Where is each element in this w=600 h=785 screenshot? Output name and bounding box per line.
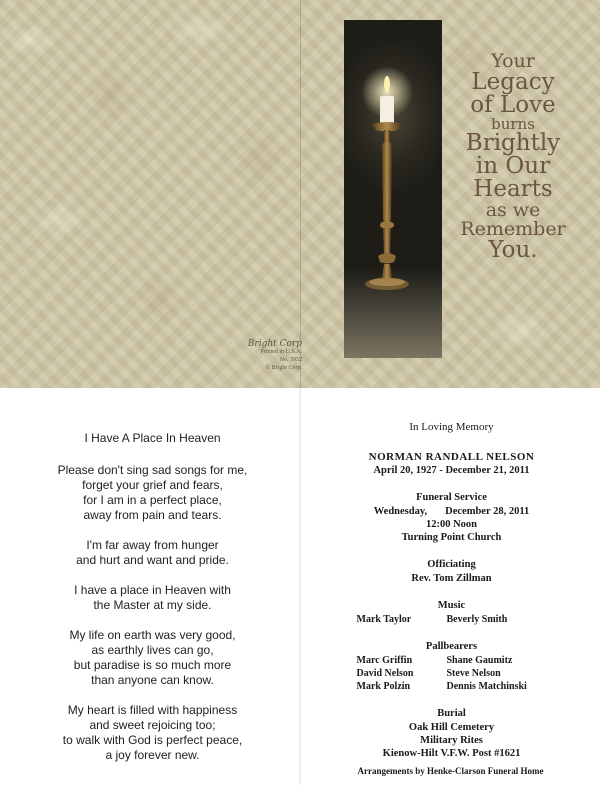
funeral-service-section (309, 491, 594, 544)
verse-line: Remember (460, 218, 566, 240)
cover-fold-line (300, 0, 301, 388)
music-section (309, 599, 594, 626)
service-date-row (309, 505, 594, 518)
poem-stanza (10, 628, 295, 688)
poem-line: than anyone can know. (91, 673, 214, 687)
poem-stanza (10, 538, 295, 568)
poem-line: forget your grief and fears, (82, 478, 223, 492)
poem-line: but paradise is so much more (73, 658, 232, 672)
program-header: In Loving Memory (409, 421, 494, 433)
burial-line: Kienow-Hilt V.F.W. Post #1621 (382, 748, 521, 759)
music-title: Music (437, 600, 466, 611)
pallbearer-row (309, 680, 594, 693)
pallbearer-name: Dennis Matchinski (446, 681, 527, 692)
poem-line: the Master at my side. (93, 598, 212, 612)
verse-line: Legacy (471, 69, 555, 95)
service-day: Wednesday, (373, 506, 428, 517)
verse-line: Brightly (465, 130, 561, 156)
card-cover (0, 0, 600, 388)
verse-line: as we (485, 199, 541, 221)
verse-line: in Our (475, 153, 551, 179)
poem-title: I Have A Place In Heaven (84, 431, 221, 445)
pallbearer-row (309, 654, 594, 667)
pallbearers-section (309, 640, 594, 693)
poem-line: and hurt and want and pride. (76, 553, 229, 567)
pallbearer-name: Steve Nelson (446, 668, 501, 679)
poem-stanza (10, 703, 295, 763)
pallbearer-name: Shane Gaumitz (446, 655, 513, 666)
service-program (309, 421, 594, 770)
verse-line: Your (491, 50, 535, 72)
burial-section (309, 707, 594, 760)
poem-line: I'm far away from hunger (86, 538, 219, 552)
service-date: December 28, 2011 (445, 506, 530, 517)
deceased-section (309, 451, 594, 477)
printer-imprint (232, 340, 302, 372)
burial-line: Military Rites (420, 735, 483, 746)
pallbearer-name: Marc Griffin (356, 655, 413, 666)
poem-line: a joy forever new. (105, 748, 200, 762)
service-time: 12:00 Noon (425, 519, 478, 530)
pallbearer-name: Mark Polzin (356, 681, 411, 692)
verse-line: of Love (470, 92, 556, 118)
poem-line: for I am in a perfect place, (83, 493, 222, 507)
service-place: Turning Point Church (401, 532, 502, 543)
candle-photo (344, 20, 442, 358)
poem-line: as earthly lives can go, (91, 643, 214, 657)
verse-line: Hearts (473, 176, 553, 202)
poem-line: away from pain and tears. (83, 508, 222, 522)
poem-line: and sweet rejoicing too; (89, 718, 216, 732)
poem-stanza (10, 583, 295, 613)
officiating-name: Rev. Tom Zillman (411, 573, 492, 584)
poem-line: to walk with God is perfect peace, (62, 733, 243, 747)
candle-panel-fade (344, 268, 442, 358)
poem (10, 431, 295, 778)
verse-line: burns (491, 115, 535, 133)
poem-line: Please don't sing sad songs for me, (57, 463, 248, 477)
poem-line: My heart is filled with happiness (67, 703, 238, 717)
poem-line: My life on earth was very good, (69, 628, 236, 642)
inside-left-page (0, 388, 299, 785)
verse-line: You. (488, 237, 538, 263)
cover-verse (448, 52, 578, 262)
burial-title: Burial (437, 708, 466, 719)
officiating-title: Officiating (427, 559, 476, 570)
pallbearer-row (309, 667, 594, 680)
printer-country: Printed in U.S.A. (260, 349, 302, 355)
deceased-name: NORMAN RANDALL NELSON (368, 451, 535, 463)
officiating-section (309, 558, 594, 585)
printer-copyright: © Bright Corp. (265, 365, 302, 371)
music-row (309, 613, 594, 626)
musician-name: Beverly Smith (446, 614, 508, 625)
pallbearers-title: Pallbearers (425, 641, 478, 652)
printer-signature: Bright Corp (247, 339, 302, 349)
arrangements-credit: Arrangements by Henke-Clarson Funeral Home (357, 766, 544, 776)
funeral-service-title: Funeral Service (416, 492, 487, 503)
musician-name: Mark Taylor (356, 614, 412, 625)
poem-line: I have a place in Heaven with (74, 583, 231, 597)
poem-stanza (10, 463, 295, 523)
burial-line: Oak Hill Cemetery (408, 722, 495, 733)
deceased-dates: April 20, 1927 - December 21, 2011 (373, 465, 530, 476)
pallbearer-name: David Nelson (356, 668, 414, 679)
inside-right-page (301, 388, 600, 785)
printer-number: No. 3952 (279, 357, 302, 363)
